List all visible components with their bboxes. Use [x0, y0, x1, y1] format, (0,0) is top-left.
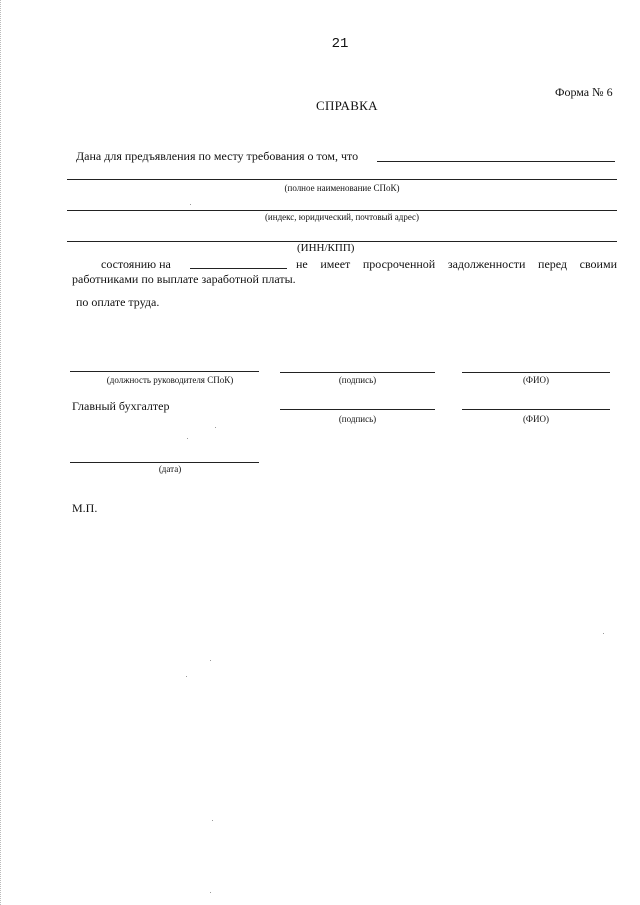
scan-speck: [603, 633, 604, 634]
date-line[interactable]: [70, 462, 259, 463]
accountant-signature-line[interactable]: [280, 409, 435, 410]
caption-head-position: (должность руководителя СПоК): [106, 375, 234, 385]
scan-speck: [215, 427, 216, 428]
caption-head-fio: (ФИО): [522, 375, 550, 385]
intro-fill-line[interactable]: [377, 161, 615, 162]
caption-date: (дата): [158, 464, 182, 474]
head-position-line[interactable]: [70, 371, 259, 372]
scan-speck: [187, 438, 188, 439]
accountant-label: Главный бухгалтер: [72, 399, 170, 413]
caption-accountant-fio: (ФИО): [522, 414, 550, 424]
scan-speck: [186, 676, 187, 677]
scan-speck: [210, 660, 211, 661]
head-fio-line[interactable]: [462, 372, 610, 373]
scan-speck: [190, 204, 191, 205]
caption-accountant-signature: (подпись): [338, 414, 377, 424]
caption-address: (индекс, юридический, почтовый адрес): [264, 212, 420, 222]
form-label: Форма № 6: [555, 85, 613, 99]
head-signature-line[interactable]: [280, 372, 435, 373]
statement-line2: работниками по выплате заработной платы.: [72, 272, 296, 286]
intro-text: Дана для предъявления по месту требования о том, что: [76, 149, 359, 163]
stamp-label: М.П.: [72, 501, 98, 515]
caption-inn: (ИНН/КПП): [297, 242, 355, 254]
statement-part1: состоянию на: [101, 257, 171, 271]
date-inline-fill-line[interactable]: [190, 268, 287, 269]
statement-line3: по оплате труда.: [76, 295, 160, 309]
statement-part2: не имеет просроченной задолженности перед своими: [296, 257, 617, 271]
scan-speck: [210, 892, 211, 893]
scan-speck: [212, 820, 213, 821]
page-number: 21: [331, 36, 349, 52]
accountant-fio-line[interactable]: [462, 409, 610, 410]
caption-name: (полное наименование СПоК): [284, 183, 400, 193]
name-fill-line[interactable]: [67, 179, 617, 180]
scan-edge: [0, 0, 2, 905]
address-fill-line[interactable]: [67, 210, 617, 211]
caption-head-signature: (подпись): [338, 375, 377, 385]
document-title: СПРАВКА: [316, 98, 378, 113]
